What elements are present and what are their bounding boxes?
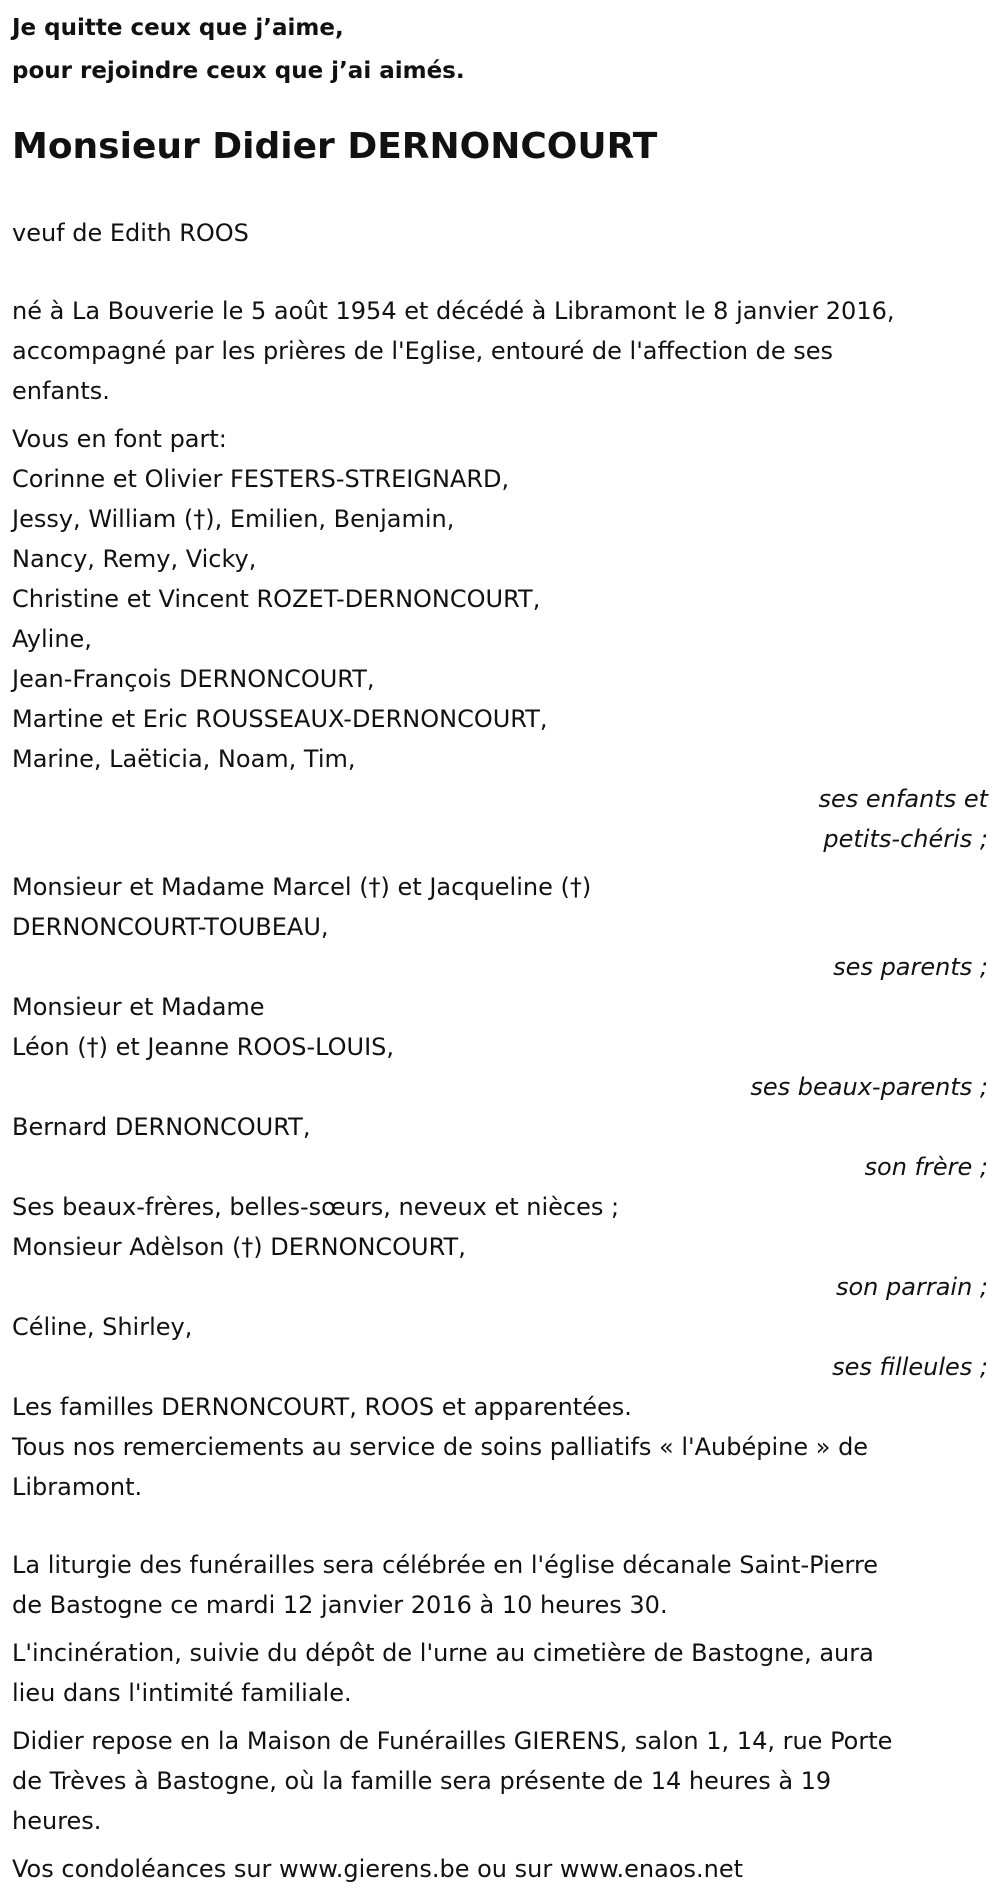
- cremation-line: L'incinération, suivie du dépôt de l'urne au cimetière de Bastogne, aura: [12, 1639, 874, 1667]
- parents-role: ses parents ;: [833, 953, 988, 981]
- goddaughters-role: ses filleules ;: [832, 1353, 988, 1381]
- child-line: Ayline,: [12, 625, 92, 653]
- birth-death-line: enfants.: [12, 377, 110, 405]
- birth-death-line: accompagné par les prières de l'Eglise, entouré de l'affection de ses: [12, 337, 833, 365]
- funeral-line: La liturgie des funérailles sera célébrée en l'église décanale Saint-Pierre: [12, 1551, 879, 1579]
- funeral-line: de Bastogne ce mardi 12 janvier 2016 à 10 heures 30.: [12, 1591, 668, 1619]
- birth-death-paragraph: [12, 291, 988, 411]
- child-line: Christine et Vincent ROZET-DERNONCOURT,: [12, 585, 541, 613]
- in-laws-role: ses beaux-parents ;: [750, 1073, 988, 1101]
- thanks-line: Libramont.: [12, 1473, 143, 1501]
- repose-line: de Trèves à Bastogne, où la famille sera présente de 14 heures à 19: [12, 1767, 832, 1795]
- child-line: Jean-François DERNONCOURT,: [12, 665, 375, 693]
- child-line: Jessy, William (†), Emilien, Benjamin,: [12, 505, 455, 533]
- repose-line: Didier repose en la Maison de Funérailles GIERENS, salon 1, 14, rue Porte: [12, 1727, 893, 1755]
- condolences-line: Vos condoléances sur www.gierens.be ou sur www.enaos.net: [12, 1855, 744, 1883]
- extended-family-line: Ses beaux-frères, belles-sœurs, neveux et nièces ;: [12, 1193, 620, 1221]
- funeral-paragraph: [12, 1545, 988, 1625]
- in-laws-line: Monsieur et Madame: [12, 993, 265, 1021]
- cremation-paragraph: [12, 1633, 988, 1713]
- epitaph-line-2: pour rejoindre ceux que j’ai aimés.: [12, 58, 465, 84]
- brother-role: son frère ;: [864, 1153, 988, 1181]
- widow-line: veuf de Edith ROOS: [12, 219, 249, 247]
- parents-line: DERNONCOURT-TOUBEAU,: [12, 913, 329, 941]
- child-line: Nancy, Remy, Vicky,: [12, 545, 257, 573]
- goddaughters-line: Céline, Shirley,: [12, 1313, 193, 1341]
- child-line: Corinne et Olivier FESTERS-STREIGNARD,: [12, 465, 510, 493]
- child-line: Marine, Laëticia, Noam, Tim,: [12, 745, 356, 773]
- children-role: ses enfants et: [818, 785, 988, 813]
- announcement-list: [12, 419, 988, 1507]
- families-line: Les familles DERNONCOURT, ROOS et apparentées.: [12, 1393, 632, 1421]
- brother-line: Bernard DERNONCOURT,: [12, 1113, 311, 1141]
- announcement-intro: Vous en font part:: [12, 425, 227, 453]
- thanks-line: Tous nos remerciements au service de soins palliatifs « l'Aubépine » de: [12, 1433, 869, 1461]
- repose-line: heures.: [12, 1807, 102, 1835]
- in-laws-line: Léon (†) et Jeanne ROOS-LOUIS,: [12, 1033, 395, 1061]
- deceased-name: Monsieur Didier DERNONCOURT: [12, 126, 658, 167]
- epitaph-line-1: Je quitte ceux que j’aime,: [12, 15, 344, 41]
- birth-death-line: né à La Bouverie le 5 août 1954 et décédé à Libramont le 8 janvier 2016,: [12, 297, 895, 325]
- children-role: petits-chéris ;: [823, 825, 988, 853]
- godfather-role: son parrain ;: [835, 1273, 988, 1301]
- child-line: Martine et Eric ROUSSEAUX-DERNONCOURT,: [12, 705, 548, 733]
- parents-line: Monsieur et Madame Marcel (†) et Jacqueline (†): [12, 873, 592, 901]
- repose-paragraph: [12, 1721, 988, 1841]
- godfather-line: Monsieur Adèlson (†) DERNONCOURT,: [12, 1233, 466, 1261]
- cremation-line: lieu dans l'intimité familiale.: [12, 1679, 352, 1707]
